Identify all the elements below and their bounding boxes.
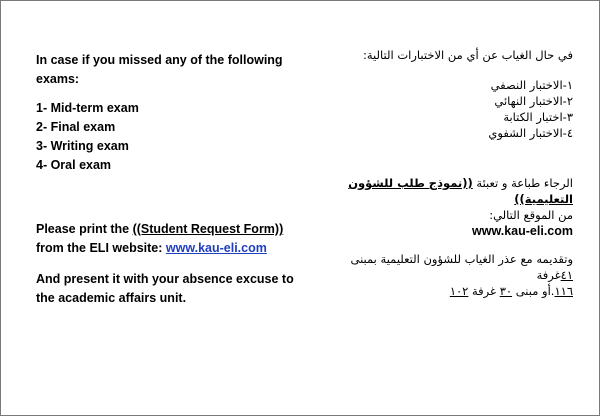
arabic-or-building: .أو مبنى <box>512 284 555 298</box>
english-print-prefix: Please print the <box>36 222 133 236</box>
english-request-form-name: ((Student Request Form)) <box>132 222 284 236</box>
english-website-link[interactable]: www.kau-eli.com <box>165 241 267 255</box>
arabic-intro: في حال الغياب عن أي من الاختبارات التالية: <box>363 48 573 62</box>
arabic-room-number: ١٠٢ <box>449 284 469 298</box>
arabic-website-link[interactable]: www.kau-eli.com <box>472 224 573 238</box>
english-exam-item: 4- Oral exam <box>36 158 112 172</box>
english-exam-item: 1- Mid-term exam <box>36 101 139 115</box>
arabic-site-text: من الموقع التالي: <box>489 208 573 222</box>
arabic-room-word: غرفة <box>468 284 500 298</box>
arabic-exam-item: ٤-الاختبار الشفوي <box>488 126 573 140</box>
english-exam-list <box>36 99 306 175</box>
english-intro: In case if you missed any of the following exams: <box>36 53 283 86</box>
arabic-room-number: ١١٦ <box>554 284 573 298</box>
arabic-room-word: غرفة <box>536 268 561 282</box>
english-exam-item: 2- Final exam <box>36 120 116 134</box>
english-website-prefix: from the ELI website: <box>36 241 166 255</box>
english-present-instruction: And present it with your absence excuse to the academic affairs unit. <box>36 272 294 305</box>
arabic-building-number: ٤١ <box>560 268 573 282</box>
english-exam-item: 3- Writing exam <box>36 139 129 153</box>
arabic-exam-item: ٣-اختبار الكتابة <box>503 110 573 124</box>
arabic-print-instruction <box>321 175 573 207</box>
arabic-print-prefix: الرجاء طباعة و تعبئة <box>472 176 573 190</box>
arabic-exam-item: ٢-الاختبار النهائي <box>494 94 573 108</box>
arabic-building-number: ٣٠ <box>499 284 513 298</box>
english-column <box>36 51 306 308</box>
arabic-present-prefix: وتقديمه مع عذر الغياب للشؤون التعليمية بمبنى <box>350 252 573 266</box>
arabic-exam-list <box>321 77 573 141</box>
arabic-present-instruction <box>321 251 573 299</box>
arabic-column <box>321 47 573 299</box>
arabic-exam-item: ١-الاختبار النصفي <box>490 78 573 92</box>
english-print-instruction <box>36 220 306 258</box>
arabic-request-form-name: ((نموذج طلب للشؤون التعليمية)) <box>348 176 573 206</box>
